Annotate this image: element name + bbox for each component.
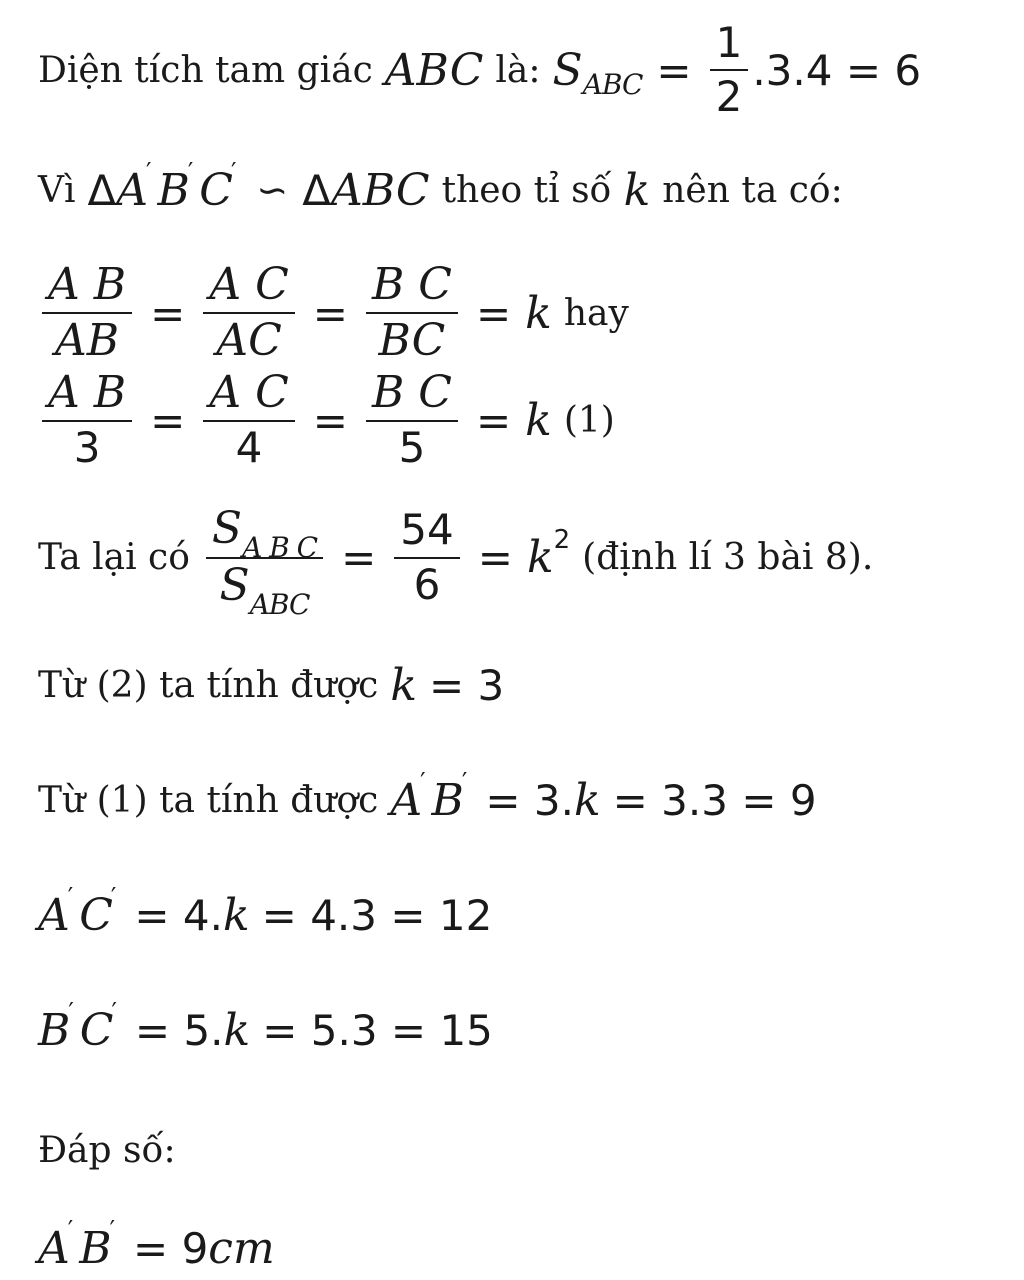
ratio-ac: $\frac{\text{A C}}{AC}$ bbox=[203, 262, 294, 364]
ratio-line-1: $\frac{\text{A B}}{AB}$ = $\frac{\text{A C}}{AC}$ = $\frac{\text{B C}}{BC}$ = k hay bbox=[38, 258, 629, 368]
ratio-bc: $\frac{\text{B C}}{BC}$ bbox=[366, 262, 458, 364]
area-ratio-fraction: $\frac{\text{SA B C}}{\text{SABC}}$ bbox=[206, 506, 323, 608]
area-text: Diện tích tam giác bbox=[38, 49, 373, 91]
answer-label: Đáp số: bbox=[38, 1129, 176, 1171]
delta-symbol: Δ bbox=[87, 165, 117, 215]
area-la: là: bbox=[495, 49, 541, 91]
similar-symbol: ∽ bbox=[256, 168, 289, 212]
ratio-line-2: $\frac{\text{A B}}{3}$ = $\frac{\text{A C}}{4}$ = $\frac{\text{B C}}{5}$ = k (1) bbox=[38, 365, 615, 475]
ac-calc-line: A ′ C ′ = 4. k = 4.3 = 12 bbox=[38, 883, 493, 941]
area-result: .3.4 = 6 bbox=[752, 45, 922, 95]
ratio-ab: $\frac{\text{A B}}{AB}$ bbox=[42, 262, 132, 364]
bc-calc-line: B ′ C ′ = 5. k = 5.3 = 15 bbox=[38, 998, 493, 1056]
area-symbol: S bbox=[552, 44, 583, 96]
equation-tag-1: (1) bbox=[563, 399, 615, 441]
triangle-abc: ABC bbox=[384, 44, 484, 96]
ab-calc-line: Từ (1) ta tính được A ′ B ′ = 3. k = 3.3 = 9 bbox=[38, 768, 817, 826]
similarity-line: Vì Δ A ′ B ′ C ′ ∽ Δ ABC theo tỉ số k nên ta có: bbox=[38, 158, 843, 216]
area-formula-line: Diện tích tam giác ABC là: S ABC = $\frac{1}{2}$ .3.4 = 6 bbox=[38, 17, 922, 121]
answer-line: A ′ B ′ = 9 cm bbox=[38, 1216, 275, 1274]
answer-unit: cm bbox=[208, 1222, 275, 1274]
half-fraction: $\frac{1}{2}$ bbox=[710, 21, 749, 119]
area-subscript: ABC bbox=[582, 67, 643, 101]
answer-label-line bbox=[38, 1120, 176, 1180]
area-ratio-line: Ta lại có $\frac{\text{SA B C}}{\text{SABC}}$ = $\frac{54}{6}$ = k 2 (định lí 3 bài 8). bbox=[38, 503, 874, 621]
k-value-line: Từ (2) ta tính được k = 3 bbox=[38, 659, 505, 711]
